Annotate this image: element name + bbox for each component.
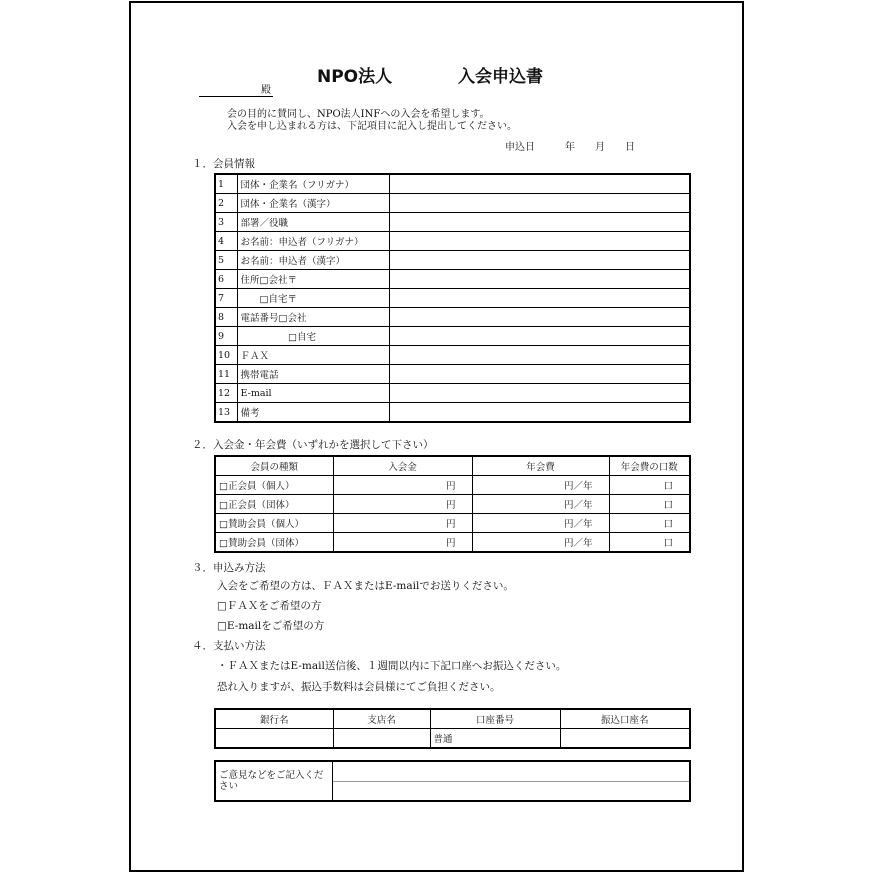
row-number: 7 xyxy=(215,289,237,308)
fee-row[interactable] xyxy=(215,533,690,553)
comments-box xyxy=(214,760,691,802)
row-number: 8 xyxy=(215,308,237,327)
member-row xyxy=(215,232,690,251)
row-input[interactable] xyxy=(389,213,690,232)
section4-line1: ・ＦＡＸまたはE-mail送信後、１週間以内に下記口座へお振込ください。 xyxy=(217,660,567,672)
member-row xyxy=(215,346,690,365)
row-label: お名前：申込者（漢字） xyxy=(237,251,389,270)
annual-fee-field[interactable]: 円／年 xyxy=(472,476,609,495)
row-number: 5 xyxy=(215,251,237,270)
row-label: 部署／役職 xyxy=(237,213,389,232)
account-number-field[interactable] xyxy=(430,729,560,749)
row-number: 13 xyxy=(215,403,237,423)
header-bank-name: 銀行名 xyxy=(215,709,333,729)
row-number: 10 xyxy=(215,346,237,365)
units-field[interactable]: 口 xyxy=(609,533,690,553)
row-number: 4 xyxy=(215,232,237,251)
member-type-option[interactable]: □賛助会員（団体） xyxy=(215,533,333,553)
header-annual-fee: 年会費 xyxy=(472,456,609,476)
comments-field-line-2[interactable] xyxy=(333,781,689,800)
row-input[interactable] xyxy=(389,346,690,365)
member-row xyxy=(215,270,690,289)
section4-heading: ４．支払い方法 xyxy=(192,640,266,652)
section2-heading: ２．入会金・年会費（いずれかを選択して下さい） xyxy=(192,439,434,451)
row-label: 住所□会社〒 xyxy=(237,270,389,289)
annual-fee-field[interactable]: 円／年 xyxy=(472,495,609,514)
section3-line1: 入会をご希望の方は、ＦＡＸまたはE-mailでお送りください。 xyxy=(217,580,514,592)
application-date: 申込日 年 月 日 xyxy=(505,142,635,153)
intro-line-2: 入会を申し込まれる方は、下記項目に記入し提出してください。 xyxy=(227,121,517,132)
fee-header-row xyxy=(215,456,690,476)
header-branch-name: 支店名 xyxy=(333,709,430,729)
member-type-option[interactable]: □賛助会員（個人） xyxy=(215,514,333,533)
row-label: お名前：申込者（フリガナ） xyxy=(237,232,389,251)
member-row xyxy=(215,384,690,403)
row-label: 団体・企業名（漢字） xyxy=(237,194,389,213)
row-label: 団体・企業名（フリガナ） xyxy=(237,174,389,194)
title-org: NPO法人 xyxy=(317,67,393,87)
bank-name-field[interactable] xyxy=(215,729,333,749)
member-type-option[interactable]: □正会員（団体） xyxy=(215,495,333,514)
row-input[interactable] xyxy=(389,403,690,423)
account-type: 普通 xyxy=(433,734,453,745)
entry-fee-field[interactable]: 円 xyxy=(333,514,472,533)
section4-line2: 恐れ入りますが、振込手数料は会員様にてご負担ください。 xyxy=(217,681,501,693)
row-label: 電話番号□会社 xyxy=(237,308,389,327)
row-input[interactable] xyxy=(389,365,690,384)
fee-row[interactable] xyxy=(215,495,690,514)
member-row xyxy=(215,251,690,270)
row-input[interactable] xyxy=(389,270,690,289)
row-input[interactable] xyxy=(389,174,690,194)
annual-fee-field[interactable]: 円／年 xyxy=(472,514,609,533)
member-row xyxy=(215,174,690,194)
row-number: 2 xyxy=(215,194,237,213)
bank-header-row xyxy=(215,709,690,729)
row-input[interactable] xyxy=(389,251,690,270)
row-number: 9 xyxy=(215,327,237,346)
member-row xyxy=(215,403,690,423)
application-form-page xyxy=(129,1,744,872)
units-field[interactable]: 口 xyxy=(609,476,690,495)
row-label: 携帯電話 xyxy=(237,365,389,384)
row-input[interactable] xyxy=(389,289,690,308)
entry-fee-field[interactable]: 円 xyxy=(333,533,472,553)
header-entry-fee: 入会金 xyxy=(333,456,472,476)
units-field[interactable]: 口 xyxy=(609,514,690,533)
member-type-option[interactable]: □正会員（個人） xyxy=(215,476,333,495)
member-row xyxy=(215,327,690,346)
row-input[interactable] xyxy=(389,194,690,213)
intro-line-1: 会の目的に賛同し、NPO法人INFへの入会を希望します。 xyxy=(227,109,490,120)
option-email[interactable]: □E-mailをご希望の方 xyxy=(217,620,325,632)
units-field[interactable]: 口 xyxy=(609,495,690,514)
member-row xyxy=(215,194,690,213)
row-label: ＦＡＸ xyxy=(237,346,389,365)
row-input[interactable] xyxy=(389,308,690,327)
addressee-suffix: 殿 xyxy=(261,85,271,96)
comments-label: ご意見などをご記入ください xyxy=(216,762,333,800)
page-title: 入会申込書 xyxy=(458,67,543,87)
row-input[interactable] xyxy=(389,232,690,251)
branch-name-field[interactable] xyxy=(333,729,430,749)
row-number: 6 xyxy=(215,270,237,289)
comments-field-line-1[interactable] xyxy=(333,762,689,782)
row-label: □自宅〒 xyxy=(237,289,389,308)
fee-row[interactable] xyxy=(215,476,690,495)
header-account-number: 口座番号 xyxy=(430,709,560,729)
fee-table xyxy=(214,455,691,553)
account-name-field[interactable] xyxy=(560,729,690,749)
member-row xyxy=(215,289,690,308)
entry-fee-field[interactable]: 円 xyxy=(333,476,472,495)
row-number: 3 xyxy=(215,213,237,232)
entry-fee-field[interactable]: 円 xyxy=(333,495,472,514)
bank-input-row xyxy=(215,729,690,749)
row-number: 12 xyxy=(215,384,237,403)
row-number: 11 xyxy=(215,365,237,384)
row-input[interactable] xyxy=(389,327,690,346)
member-row xyxy=(215,308,690,327)
row-label: 備考 xyxy=(237,403,389,423)
bank-table xyxy=(214,708,691,749)
row-number: 1 xyxy=(215,174,237,194)
section3-heading: ３．申込み方法 xyxy=(192,562,266,574)
member-info-table xyxy=(214,173,691,423)
member-row xyxy=(215,365,690,384)
member-row xyxy=(215,213,690,232)
annual-fee-field[interactable]: 円／年 xyxy=(472,533,609,553)
header-units: 年会費の口数 xyxy=(609,456,690,476)
fee-row[interactable] xyxy=(215,514,690,533)
row-input[interactable] xyxy=(389,384,690,403)
row-label: □自宅 xyxy=(237,327,389,346)
header-member-type: 会員の種類 xyxy=(215,456,333,476)
section1-heading: １．会員情報 xyxy=(192,158,255,170)
header-account-name: 振込口座名 xyxy=(560,709,690,729)
row-label: E-mail xyxy=(237,384,389,403)
option-fax[interactable]: □ＦＡＸをご希望の方 xyxy=(217,600,322,612)
